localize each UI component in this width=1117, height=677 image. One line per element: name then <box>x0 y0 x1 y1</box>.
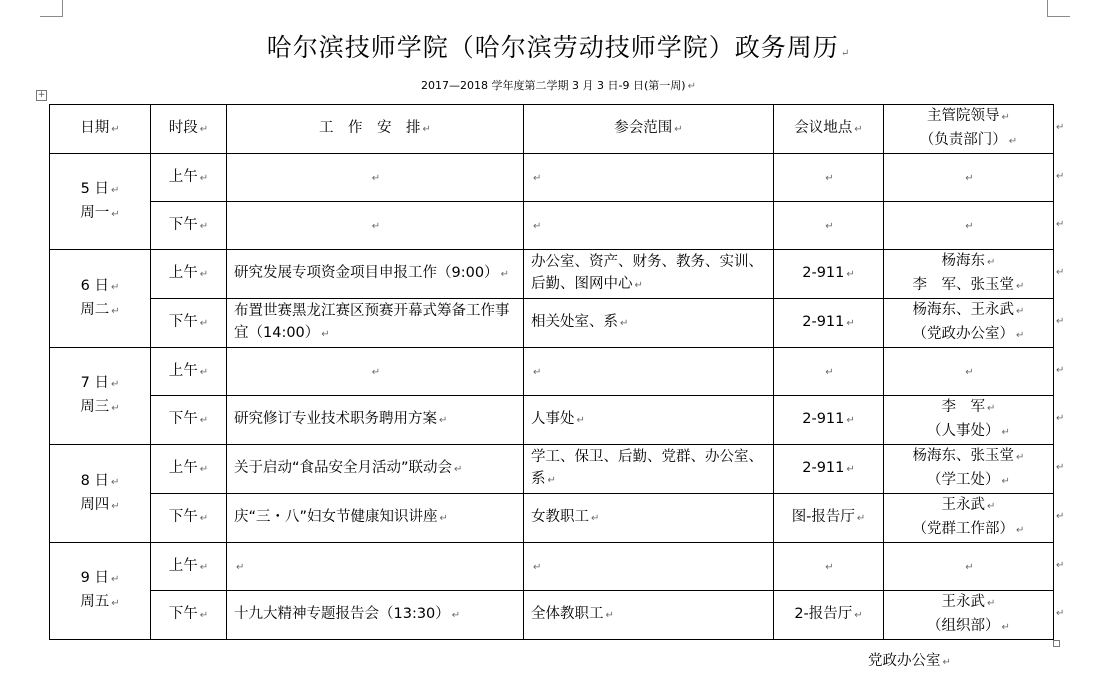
date-cell: 7 日 ↵ 周三 ↵ <box>50 348 151 445</box>
location-cell: 2-911 ↵ <box>774 396 884 445</box>
header-location: 会议地点 ↵ <box>774 105 884 154</box>
document-footer: 党政办公室 ↵ <box>868 653 951 669</box>
work-cell: 研究发展专项资金项目申报工作（9:00） ↵ <box>227 250 524 299</box>
work-cell: ↵ <box>227 543 524 591</box>
date-cell: 9 日 ↵ 周五 ↵ <box>50 543 151 640</box>
row-end-mark: ↵ <box>1056 560 1065 571</box>
row-end-mark: ↵ <box>1056 171 1065 182</box>
date-cell: 8 日 ↵ 周四 ↵ <box>50 445 151 543</box>
row-end-mark: ↵ <box>1056 608 1065 619</box>
table-header-row <box>50 105 1054 154</box>
leader-cell: ↵ <box>884 202 1054 250</box>
work-cell: 研究修订专业技术职务聘用方案 ↵ <box>227 396 524 445</box>
attendees-cell: ↵ <box>524 202 774 250</box>
period-cell: 上午 ↵ <box>151 445 227 494</box>
attendees-cell: 人事处 ↵ <box>524 396 774 445</box>
period-cell: 下午 ↵ <box>151 299 227 348</box>
location-cell: 2-报告厅 ↵ <box>774 591 884 640</box>
leader-cell: 杨海东 ↵ 李 军、张玉堂 ↵ <box>884 250 1054 299</box>
table-row <box>50 494 1054 543</box>
leader-cell: ↵ <box>884 154 1054 202</box>
header-work: 工 作 安 排 ↵ <box>227 105 524 154</box>
table-row <box>50 154 1054 202</box>
attendees-cell: ↵ <box>524 348 774 396</box>
period-cell: 上午 ↵ <box>151 543 227 591</box>
attendees-cell: ↵ <box>524 543 774 591</box>
header-period: 时段 ↵ <box>151 105 227 154</box>
attendees-cell: ↵ <box>524 154 774 202</box>
attendees-cell: 女教职工 ↵ <box>524 494 774 543</box>
attendees-cell: 相关处室、系 ↵ <box>524 299 774 348</box>
table-row <box>50 299 1054 348</box>
table-row <box>50 445 1054 494</box>
row-end-mark: ↵ <box>1056 316 1065 327</box>
table-move-handle-icon[interactable]: + <box>37 90 46 100</box>
leader-cell: ↵ <box>884 543 1054 591</box>
period-cell: 下午 ↵ <box>151 396 227 445</box>
row-end-mark: ↵ <box>1056 219 1065 230</box>
date-cell: 6 日 ↵ 周二 ↵ <box>50 250 151 348</box>
table-row <box>50 591 1054 640</box>
location-cell: ↵ <box>774 348 884 396</box>
period-cell: 下午 ↵ <box>151 591 227 640</box>
period-cell: 上午 ↵ <box>151 348 227 396</box>
period-cell: 上午 ↵ <box>151 154 227 202</box>
work-cell: 布置世赛黑龙江赛区预赛开幕式筹备工作事宜（14:00） ↵ <box>227 299 524 348</box>
work-cell: 庆“三・八”妇女节健康知识讲座 ↵ <box>227 494 524 543</box>
row-end-mark: ↵ <box>1056 365 1065 376</box>
leader-cell: 王永武 ↵ （组织部） ↵ <box>884 591 1054 640</box>
document-subtitle: 2017—2018 学年度第二学期 3 月 3 日-9 日(第一周) ↵ <box>421 79 696 92</box>
attendees-cell: 学工、保卫、后勤、党群、办公室、系 ↵ <box>524 445 774 494</box>
row-end-mark: ↵ <box>1056 122 1065 133</box>
table-row <box>50 396 1054 445</box>
leader-cell: 李 军 ↵ （人事处） ↵ <box>884 396 1054 445</box>
page-corner-mark-left <box>40 0 63 17</box>
location-cell: ↵ <box>774 543 884 591</box>
row-end-mark: ↵ <box>1056 267 1065 278</box>
table-row <box>50 348 1054 396</box>
work-cell: ↵ <box>227 348 524 396</box>
attendees-cell: 办公室、资产、财务、教务、实训、后勤、图网中心 ↵ <box>524 250 774 299</box>
leader-cell: 王永武 ↵ （党群工作部） ↵ <box>884 494 1054 543</box>
header-leader: 主管院领导 ↵ （负责部门） ↵ <box>884 105 1054 154</box>
leader-cell: 杨海东、王永武 ↵ （党政办公室） ↵ <box>884 299 1054 348</box>
table-row <box>50 250 1054 299</box>
location-cell: ↵ <box>774 202 884 250</box>
leader-cell: ↵ <box>884 348 1054 396</box>
page-corner-mark-right <box>1047 0 1070 17</box>
period-cell: 上午 ↵ <box>151 250 227 299</box>
location-cell: 2-911 ↵ <box>774 250 884 299</box>
location-cell: 2-911 ↵ <box>774 445 884 494</box>
location-cell: 图-报告厅 ↵ <box>774 494 884 543</box>
schedule-table <box>49 104 1054 640</box>
period-cell: 下午 ↵ <box>151 494 227 543</box>
location-cell: ↵ <box>774 154 884 202</box>
work-cell: 关于启动“食品安全月活动”联动会 ↵ <box>227 445 524 494</box>
attendees-cell: 全体教职工 ↵ <box>524 591 774 640</box>
table-row <box>50 202 1054 250</box>
row-end-mark: ↵ <box>1056 511 1065 522</box>
leader-cell: 杨海东、张玉堂 ↵ （学工处） ↵ <box>884 445 1054 494</box>
work-cell: 十九大精神专题报告会（13:30） ↵ <box>227 591 524 640</box>
date-cell: 5 日 ↵ 周一 ↵ <box>50 154 151 250</box>
table-row <box>50 543 1054 591</box>
work-cell: ↵ <box>227 202 524 250</box>
location-cell: 2-911 ↵ <box>774 299 884 348</box>
header-date: 日期 ↵ <box>50 105 151 154</box>
header-attendees: 参会范围 ↵ <box>524 105 774 154</box>
row-end-mark: ↵ <box>1056 462 1065 473</box>
table-resize-handle[interactable] <box>1053 640 1060 647</box>
document-title: 哈尔滨技师学院（哈尔滨劳动技师学院）政务周历 ↵ <box>266 33 851 62</box>
work-cell: ↵ <box>227 154 524 202</box>
row-end-mark: ↵ <box>1056 413 1065 424</box>
period-cell: 下午 ↵ <box>151 202 227 250</box>
